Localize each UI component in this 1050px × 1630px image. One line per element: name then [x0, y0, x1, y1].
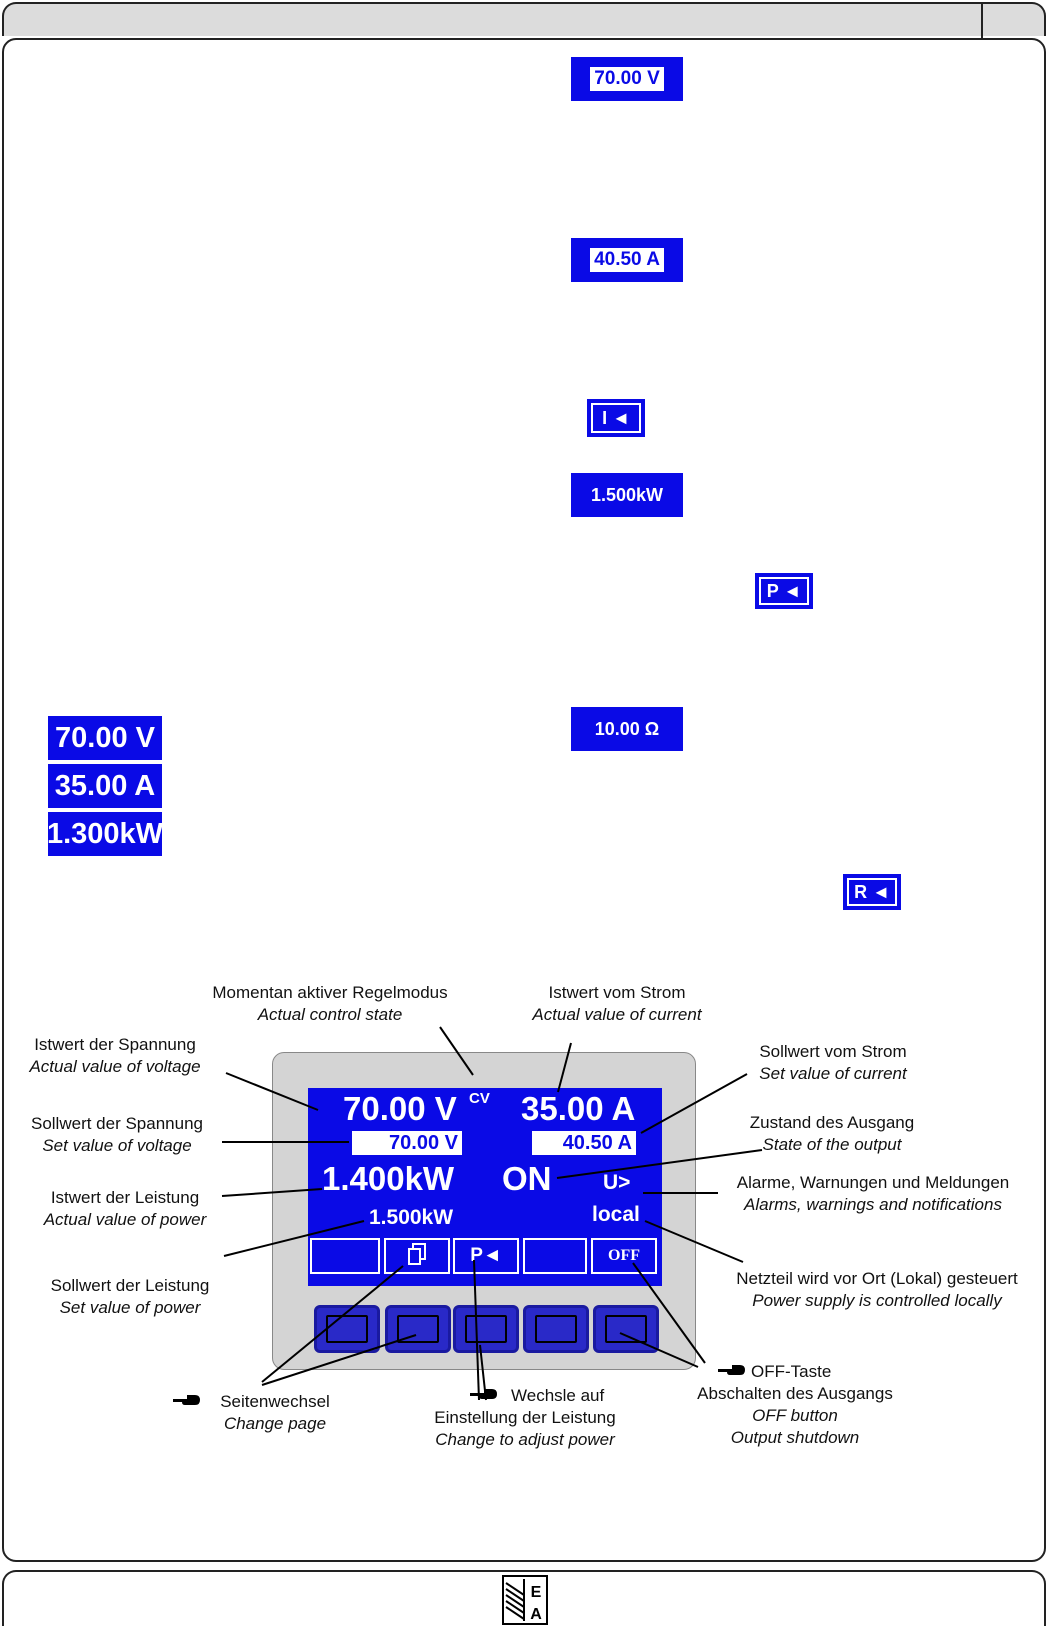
label-page-change: Seitenwechsel Change page: [220, 1392, 330, 1433]
label-control-state: Momentan aktiver Regelmodus Actual control state: [212, 983, 448, 1024]
display-power-actual: 1.400kW: [322, 1160, 455, 1197]
voltage-set-value: 70.00 V: [590, 67, 664, 91]
label-current-actual: Istwert vom Strom Actual value of current: [532, 983, 702, 1024]
label-local: Netzteil wird vor Ort (Lokal) gesteuert Power supply is controlled locally: [736, 1269, 1018, 1310]
label-off-button: Abschalten des Ausgangs OFF button Output shutdown: [697, 1384, 893, 1447]
actual-voltage-value: 70.00 V: [55, 721, 155, 754]
display-output-state: ON: [502, 1160, 552, 1197]
label-voltage-set: Sollwert der Spannung Set value of voltage: [30, 1114, 203, 1155]
label-power-set: Sollwert der Leistung Set value of power: [50, 1276, 210, 1317]
display-mode: CV: [469, 1090, 490, 1107]
current-set-value: 40.50 A: [590, 248, 664, 272]
svg-text:E: E: [530, 1584, 542, 1601]
hand-pointer-icon: [718, 1363, 746, 1382]
softkey-power-label: P◄: [470, 1245, 502, 1266]
resistance-set-value: 10.00 Ω: [594, 718, 660, 739]
power-set-value: 1.500kW: [590, 484, 664, 505]
label-output-state: Zustand des Ausgang State of the output: [749, 1113, 915, 1154]
hand-pointer-icon: [470, 1387, 498, 1406]
display-power-set: 1.500kW: [369, 1206, 454, 1229]
hand-pointer-icon: [173, 1393, 201, 1412]
label-voltage-actual: Istwert der Spannung Actual value of voltage: [29, 1035, 201, 1076]
current-mode-icon: I ◄: [602, 407, 630, 428]
label-power-actual: Istwert der Leistung Actual value of power: [43, 1188, 207, 1229]
power-mode-icon: P ◄: [766, 580, 802, 601]
display-control: local: [592, 1203, 640, 1226]
label-off-line1: OFF-Taste: [751, 1362, 832, 1381]
softkey-off-label: OFF: [608, 1247, 640, 1264]
display-voltage-set: 70.00 V: [352, 1131, 462, 1155]
label-current-set: Sollwert vom Strom Set value of current: [759, 1042, 907, 1083]
display-current-actual: 35.00 A: [521, 1090, 636, 1127]
actual-current-value: 35.00 A: [54, 769, 156, 802]
resistance-mode-icon: R ◄: [854, 881, 890, 902]
label-alarms: Alarme, Warnungen und Meldungen Alarms, warnings and notifications: [736, 1173, 1010, 1214]
label-adjust-power-line1: Wechsle auf: [511, 1386, 605, 1405]
ea-logo-icon: [502, 1575, 548, 1630]
display-voltage-actual: 70.00 V: [343, 1090, 457, 1127]
actual-power-value: 1.300kW: [46, 817, 164, 850]
label-adjust-power: Einstellung der Leistung Change to adjust power: [434, 1408, 616, 1449]
svg-text:A: A: [530, 1606, 542, 1623]
display-current-set: 40.50 A: [532, 1131, 636, 1155]
display-alarm: U>: [603, 1171, 631, 1194]
